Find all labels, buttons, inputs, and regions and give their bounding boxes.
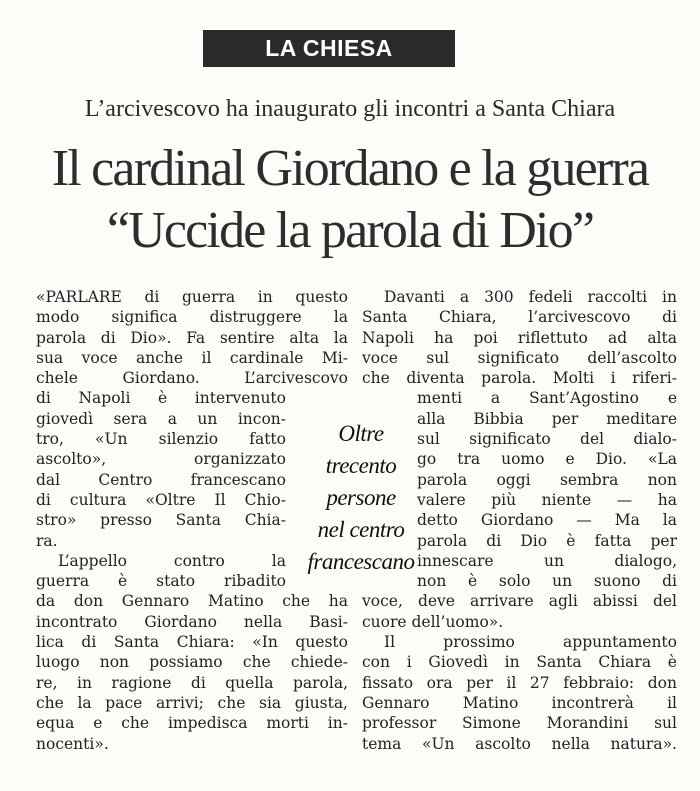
text-line: re, in ragione di quella parola, <box>36 673 348 692</box>
pull-quote-line: nel centro <box>317 517 405 542</box>
text-line: incontrato Giordano nella Basi- <box>36 612 348 631</box>
text-line: sua voce anche il cardinale Mi- <box>36 348 348 367</box>
text-line: guerra è stato ribadito <box>36 572 286 591</box>
pull-quote-line: Oltre <box>338 421 384 446</box>
text-line: modo significa distruggere la <box>36 308 348 327</box>
text-line: Il prossimo appuntamento <box>384 633 677 652</box>
text-line: nocenti». <box>36 734 109 753</box>
text-line: innescare un dialogo, <box>417 551 677 570</box>
text-line: parola di Dio». Fa sentire alta la <box>36 328 348 347</box>
text-line: alla Bibbia per meditare <box>417 409 677 428</box>
text-line: cuore dell’uomo». <box>362 612 504 631</box>
section-label: LA CHIESA <box>203 30 455 67</box>
text-line: detto Giordano — Ma la <box>417 511 677 530</box>
text-line: lica di Santa Chiara: «In questo <box>36 633 348 652</box>
text-line: parola di Dio è fatta per <box>417 531 677 550</box>
pull-quote-line: francescano <box>307 549 415 574</box>
text-line: sul significato del dialo- <box>417 430 677 449</box>
text-line: voce, deve arrivare agli abissi del <box>362 592 677 611</box>
text-line: Santa Chiara, l’arcivescovo di <box>362 308 677 327</box>
text-line: non è solo un suono di <box>417 572 677 591</box>
text-line: Davanti a 300 fedeli raccolti in <box>384 288 677 306</box>
pull-quote-line: persone <box>326 485 396 510</box>
text-line: che diventa parola. Molti i riferi- <box>362 369 677 388</box>
text-line: stro» presso Santa Chia- <box>36 511 286 530</box>
text-line: menti a Sant’Agostino e <box>417 389 677 408</box>
text-line: ra. <box>36 531 58 550</box>
text-line: «PARLARE di guerra in questo <box>36 288 348 306</box>
text-line: tema «Un ascolto nella natura». <box>362 734 677 753</box>
headline-line-2: “Uccide la parola di Dio” <box>106 202 594 259</box>
text-line: che la pace arrivi; che sia giusta, <box>36 693 348 712</box>
text-line: L’appello contro la <box>58 551 286 570</box>
text-line: go tra uomo e Dio. «La <box>417 450 677 469</box>
text-line: luogo non possiamo che chiede- <box>36 653 348 672</box>
text-line: giovedì sera a un incon- <box>36 409 286 428</box>
kicker: L’arcivescovo ha inaugurato gli incontri a Santa Chiara <box>84 96 616 122</box>
text-line: Gennaro Matino incontrerà il <box>362 693 677 712</box>
pull-quote-line: trecento <box>325 453 397 478</box>
headline-line-1: Il cardinal Giordano e la guerra <box>51 140 649 197</box>
text-line: valere più niente — ha <box>417 490 677 509</box>
article-column-2 <box>362 287 677 754</box>
text-line: di cultura «Oltre Il Chio- <box>36 490 286 509</box>
article-column-1 <box>36 287 348 754</box>
text-line: equa e che impedisca morti in- <box>36 714 348 733</box>
text-line: ascolto», organizzato <box>36 450 286 469</box>
text-line: tro, «Un silenzio fatto <box>36 430 286 449</box>
text-line: parola oggi sembra non <box>417 470 677 489</box>
text-line: di Napoli è intervenuto <box>36 389 286 408</box>
text-line: dal Centro francescano <box>36 470 286 489</box>
text-line: voce sul significato dell’ascolto <box>362 348 677 367</box>
text-line: professor Simone Morandini sul <box>362 714 677 733</box>
text-line: con i Giovedì in Santa Chiara è <box>362 653 677 672</box>
text-line: fissato ora per il 27 febbraio: don <box>362 673 677 692</box>
text-line: Napoli ha poi riflettuto ad alta <box>362 328 677 347</box>
text-line: da don Gennaro Matino che ha <box>36 592 348 611</box>
text-line: chele Giordano. L’arcivescovo <box>36 369 348 388</box>
